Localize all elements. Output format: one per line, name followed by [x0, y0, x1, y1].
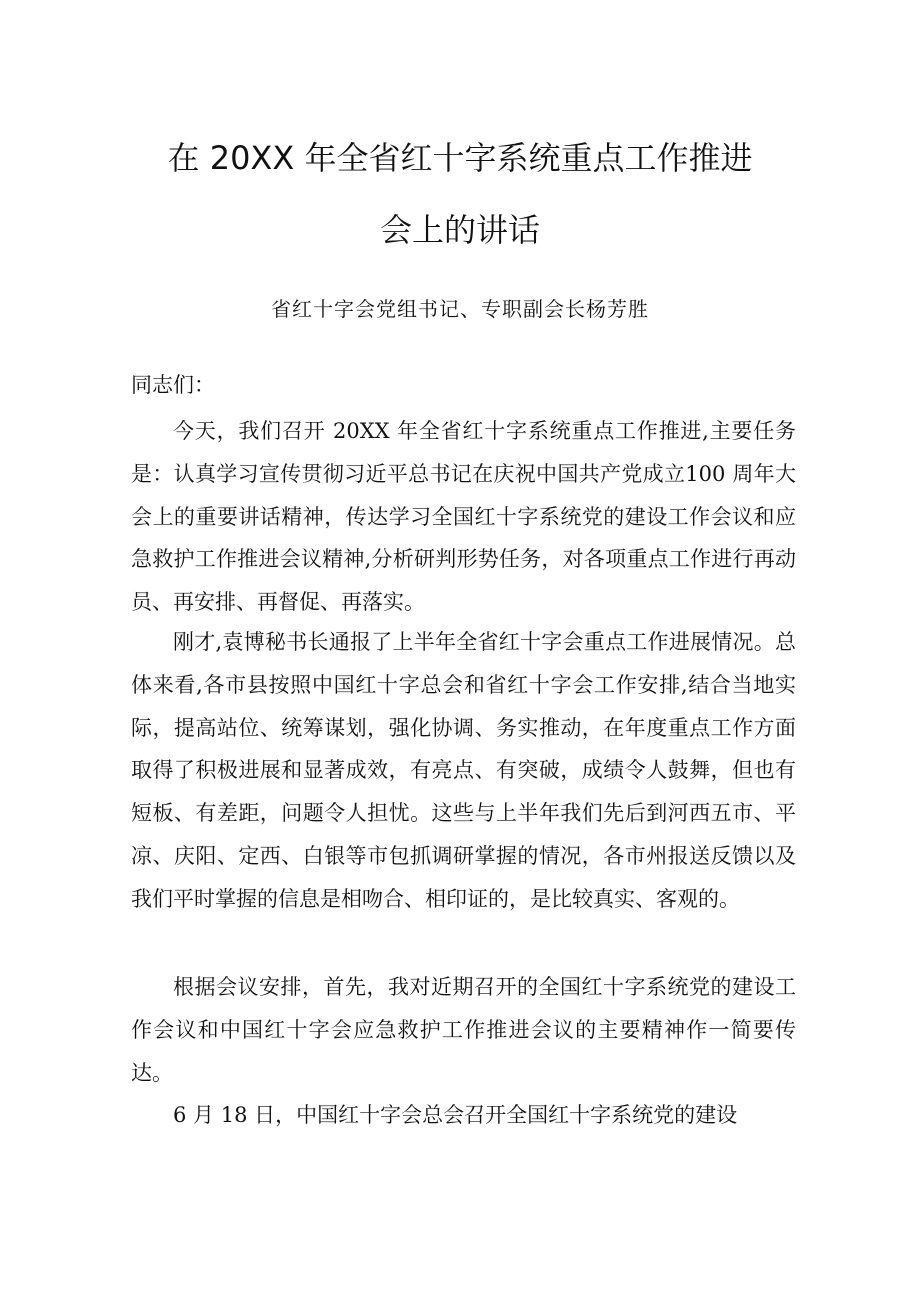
speaker-byline: 省红十字会党组书记、专职副会长杨芳胜: [271, 297, 649, 321]
title-line-1: 在 20XX 年全省红十字系统重点工作推进: [167, 139, 753, 177]
paragraph: 今天，我们召开 20XX 年全省红十字系统重点工作推进,主要任务是：认真学习宣传贯彻习近平总书记在庆祝中国共产党成立100 周年大会上的重要讲话精神，传达学习全国红十字系统党的建设工作会议和应急救护工作推进会议精神,分析研判形势任务，对各项重点工作进行再动员、再安排、再督促、再落实。: [131, 419, 796, 615]
paragraph: 根据会议安排，首先，我对近期召开的全国红十字系统党的建设工作会议和中国红十字会应急救护工作推进会议的主要精神作一简要传达。: [131, 975, 796, 1085]
title-line-2: 会上的讲话: [379, 211, 540, 249]
paragraph: 刚才,袁博秘书长通报了上半年全省红十字会重点工作进展情况。总体来看,各市县按照中国红十字总会和省红十字会工作安排,结合当地实际，提高站位、统筹谋划，强化协调、务实推动，在年度重点工作方面取得了积极进展和显著成效，有亮点、有突破，成绩令人鼓舞，但也有短板、有差距，问题令人担忧。这些与上半年我们先后到河西五市、平凉、庆阳、定西、白银等市包抓调研掌握的情况，各市州报送反馈以及我们平时掌握的信息是相吻合、相印证的，是比较真实、客观的。: [131, 630, 796, 911]
salutation: 同志们：: [131, 373, 215, 397]
paragraph: 6 月 18 日，中国红十字会总会召开全国红十字系统党的建设: [173, 1103, 738, 1127]
